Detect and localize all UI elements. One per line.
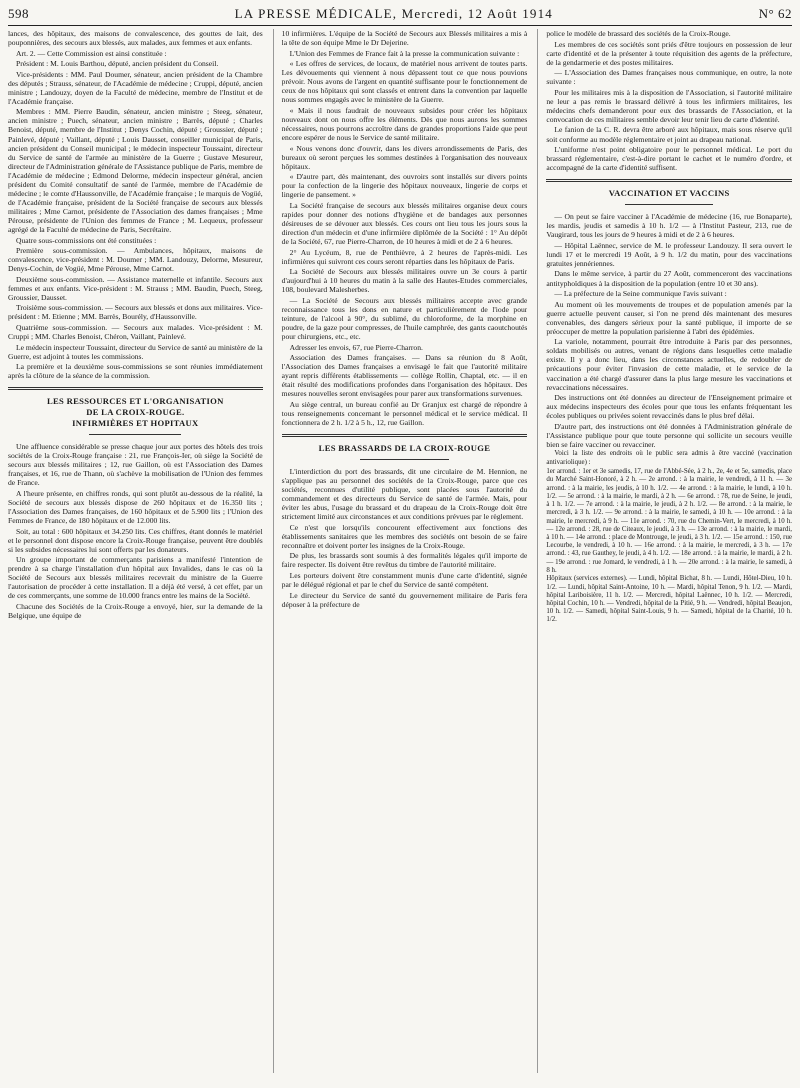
article-columns bbox=[8, 29, 792, 1073]
issue-number: N° 62 bbox=[758, 6, 792, 21]
section-divider bbox=[8, 387, 263, 390]
paragraph: — On peut se faire vacciner à l'Académie de médecine (16, rue Bonaparte), les mardis, jeudis et samedis à 10 h. 1/2 — à l'Institut Pasteur, 213, rue de Vaugirard, tous les jours de 9 heures à midi et de 2 à 6 heures. bbox=[546, 212, 792, 240]
paragraph: Troisième sous-commission. — Secours aux blessés et dons aux militaires. Vice-président : M. Etienne ; MM. Barrès, Bourély, d'Haussonville. bbox=[8, 303, 263, 322]
paragraph: L'Union des Femmes de France fait à la presse la communication suivante : bbox=[289, 48, 520, 58]
paragraph: La Société de Secours aux blessés militaires ouvre un 3e cours à partir d'aujourd'hui à 10 heures du matin à la salle des Hautes-Etudes commerciales, 108, boulevard Malesherbes. bbox=[281, 267, 528, 295]
section-title-line: INFIRMIÈRES ET HOPITAUX bbox=[72, 418, 199, 429]
paragraph: Au moment où les mouvements de troupes et de population amenés par la guerre actuelle peuvent causer, si l'on ne prend dès maintenant des mesures convenables, des dangers sérieux pour la santé publique, il importe de se préoccuper de mettre la population parisienne à l'abri des épidémies. bbox=[546, 299, 792, 336]
publication-title: LA PRESSE MÉDICALE, Mercredi, 12 Août 1914 bbox=[234, 6, 553, 21]
section-divider bbox=[546, 179, 792, 182]
paragraph: Pour les militaires mis à la disposition de l'Association, si l'autorité militaire ne leur a pas remis le brassard délivré à tous les infirmiers militaires, les médecins chefs demanderont pour eux des brassards de l'Association, et la convocation de ces militaires semble devoir leur tenir lieu de carte d'identité. bbox=[546, 87, 792, 124]
list-item: 1er arrond. : 1er et 3e samedis, 17, rue de l'Abbé-Sée, à 2 h., 2e, 4e et 5e, samedis, place du Marché Saint-Honoré, à 2 h. — 2e arrond. : à la mairie, le vendredi, à 11 h. — 3e arrond. : à la mairie, les jeudis, à 10 h. 1/2. — 4e arrond. : à la mairie, le lundi, à 10 h. 1/2. — 5e arrond. : à la mairie, le mardi, à 2 h. — 6e arrond. : 78, rue de Seine, le jeudi, à 1 h. 1/2. — 7e arrond. : à la mairie, le jeudi, à 2 h. 1/2. — 8e arrond. : à la mairie, le mercredi, à 3 h. 1/2. — 9e arrond. : à la mairie, le samedi, à 10 h. — 10e arrond. : à la mairie, le mercredi, à 9 h. — 11e arrond. : 70, rue du Chemin-Vert, le mercredi, à 10 h. — 12e arrond. : 28, rue de Citeaux, le jeudi, à 3 h. — 13e arrond. : à la mairie, le mardi, à 10 h. — 14e arrond. : place de Montrouge, le jeudi, à 3 h. 1/2. — 15e arrond. : 150, rue Lecourbe, le vendredi, à 10 h. — 16e arrond. : à la mairie, le mercredi, à 3 h. — 17e arrond. : 43, rue Gauthey, le jeudi, à 4 h. 1/2. — 18e arrond. : à la mairie, le mardi, à 2 h. — 19e arrond. : rue Jomard, le vendredi, à 1 h. — 20e arrond. : à la mairie, le samedi, à 8 h. bbox=[546, 468, 792, 574]
paragraph: La variole, notamment, pourrait être introduite à Paris par des personnes, soldats mobilisés ou autres, venant de régions dans lesquelles cette maladie existe. Il y a donc lieu, dans les circonstances actuelles, de redoubler de précautions pour éviter l'invasion de cette maladie, et le service de la vaccination a été chargé d'assurer dans la plus large mesure les vaccinations et revaccinations nécessaires. bbox=[546, 337, 792, 392]
paragraph: Vice-présidents : MM. Paul Doumer, sénateur, ancien président de la Chambre des députés ; Strauss, sénateur, de l'Académie de médecine ; Cruppi, député, ancien ministre ; Landouzy, doyen de la Faculté de médecine, membre de l'Institut et de l'Académie française. bbox=[8, 69, 263, 106]
paragraph: Au siège central, un bureau confié au Dr Granjux est chargé de répondre à tous renseignements concernant le personnel médical et le service médical. Il fonctionnera de 2 h. 1/2 à 5 h., 12, rue Gaillon. bbox=[281, 399, 528, 427]
paragraph: Les porteurs doivent être constamment munis d'une carte d'identité, signée par le délégué régional et par le chef du Service de santé compétent. bbox=[281, 570, 528, 590]
newspaper-page bbox=[8, 6, 792, 1076]
paragraph: D'autre part, des instructions ont été données à l'Administration générale de l'Assistance publique pour que toute personne qui sollicite un secours veuille bien se faire vacciner ou revacciner. bbox=[546, 421, 792, 449]
paragraph: Un groupe important de commerçants parisiens a manifesté l'intention de prendre à sa charge l'installation d'un hôpital aux Invalides, dans le cas où la Société de Secours aux blessés militaires recevrait du ministre de la Guerre l'autorisation de procéder à cette installation. Il a déjà été versé, à cet effet, par un de ces commerçants, une somme de 10.000 francs entre les mains de la Société. bbox=[8, 555, 263, 601]
paragraph: Les membres de ces sociétés sont priés d'être toujours en possession de leur carte d'identité et de la présenter à toute réquisition des agents de la préfecture, de la gendarmerie et des postes militaires. bbox=[546, 39, 792, 67]
paragraph: Soit, au total : 600 hôpitaux et 34.250 lits. Ces chiffres, étant donnés le matériel et le personnel dont dispose encore la Croix-Rouge française, peuvent être doublés si les subsides nécessaires lui sont offerts par les donateurs. bbox=[8, 526, 263, 554]
title-rule bbox=[89, 434, 181, 435]
paragraph: Chacune des Sociétés de la Croix-Rouge a envoyé, hier, sur la demande de la Belgique, une équipe de bbox=[8, 602, 263, 621]
paragraph: Deuxième sous-commission. — Assistance maternelle et infantile. Secours aux femmes et aux enfants. Vice-président : M. Strauss ; MM. Baudin, Puech, Steeg, Groussier, Dausset. bbox=[8, 274, 263, 302]
paragraph: Dans le même service, à partir du 27 Août, commenceront des vaccinations antityphoïdiques à la disposition de la population (entre 10 et 30 ans). bbox=[546, 269, 792, 288]
paragraph: L'interdiction du port des brassards, dit une circulaire de M. Hennion, ne s'applique pas au personnel des sociétés de la Croix-Rouge, parce que ces sociétés, reconnues d'utilité publique, sont placées sous l'autorité du commandement et des directeurs du Service de santé de l'armée. Mais, pour éviter les abus, l'usage du brassard et du drapeau de la Croix-Rouge doit être strictement limité aux circonstances et aux conditions prévues par le règlement. bbox=[281, 466, 528, 522]
paragraph: — La préfecture de la Seine communique l'avis suivant : bbox=[554, 289, 727, 299]
vaccination-list-intro: Voici la liste des endroits où le public sera admis à être vacciné (vaccination antivariolique) : bbox=[546, 450, 792, 466]
paragraph: Art. 2. — Cette Commission est ainsi constituée : bbox=[16, 48, 167, 58]
section-title-line: LES RESSOURCES ET L'ORGANISATION bbox=[46, 396, 224, 407]
paragraph: lances, des hôpitaux, des maisons de convalescence, des gouttes de lait, des pouponnières, des secours aux blessés, aux malades, aux femmes et aux enfants. bbox=[8, 29, 263, 48]
paragraph: Ce n'est que lorsqu'ils concourent effectivement aux fonctions des établissements sanitaires que les membres des sociétés ont besoin de se faire reconnaître et doivent porter les insignes de la Croix-Rouge. bbox=[281, 522, 528, 550]
section-title-line: DE LA CROIX-ROUGE. bbox=[86, 407, 185, 418]
title-rule bbox=[360, 459, 448, 460]
paragraph: Le directeur du Service de santé du gouvernement militaire de Paris fera déposer à la préfecture de bbox=[281, 590, 528, 609]
section-divider bbox=[282, 434, 528, 437]
paragraph: — L'Association des Dames françaises nous communique, en outre, la note suivante : bbox=[546, 68, 792, 87]
paragraph: 2° Au Lycéum, 8, rue de Penthièvre, à 2 heures de l'après-midi. Les infirmières qui suivront ces cours seront réparties dans les hôpitaux de Paris. bbox=[281, 247, 528, 266]
paragraph: La première et la deuxième sous-commissions se sont réunies immédiatement après la clôture de la séance de la commission. bbox=[8, 362, 263, 381]
paragraph: « Mais il nous faudrait de nouveaux subsides pour créer les hôpitaux nouveaux dont on nous offre les éléments. Dès que nous aurons les sommes nécessaires, nous pourrons accroître dans de grandes proportions l'aide que peut encore espérer de nous le Service de santé militaire. bbox=[281, 105, 528, 143]
list-item: Hôpitaux (services externes). — Lundi, hôpital Bichat, 8 h. — Lundi, Hôtel-Dieu, 10 h. 1/2. — Lundi, hôpital Saint-Antoine, 10 h. — Mardi, hôpital Tenon, 9 h. 1/2. — Mardi, hôpital Lariboisière, 11 h. 1/2. — Mercredi, hôpital Laënnec, 10 h. 1/2. — Mercredi, hôpital Cochin, 10 h. — Vendredi, hôpital de la Pitié, 9 h. — Vendredi, hôpital Beaujon, 10 h. 1/2. — Samedi, hôpital Saint-Louis, 9 h. — Samedi, hôpital de la Charité, 10 h. 1/2. bbox=[546, 575, 792, 624]
paragraph: A l'heure présente, en chiffres ronds, qui sont plutôt au-dessous de la réalité, la Société de secours aux blessés dispose de 260 hôpitaux et de 16.350 lits ; l'Association des Dames françaises, de 160 hôpitaux et de 5.900 lits ; l'Union des Femmes de France, de 180 hôpitaux et de 12.000 lits. bbox=[8, 488, 263, 526]
paragraph: La Société française de secours aux blessés militaires organise deux cours rapides pour donner des notions d'hygiène et de bandages aux personnes désireuses de se dévouer aux blessés. Ces cours ont lieu tous les jours sous la direction d'un médecin et d'une infirmière diplômée de la Société : 1° Au dépôt de la Société, 67, rue Pierre-Charron, de 10 heures à midi et de 2 à 6 heures. bbox=[281, 200, 528, 247]
paragraph: Le médecin inspecteur Toussaint, directeur du Service de santé au ministère de la Guerre, est adjoint à toutes les commissions. bbox=[8, 342, 263, 361]
paragraph: Quatrième sous-commission. — Secours aux malades. Vice-président : M. Cruppi ; MM. Charles Benoist, Chéron, Vaillant, Painlevé. bbox=[8, 322, 263, 341]
page-number: 598 bbox=[8, 6, 29, 21]
column-1 bbox=[8, 29, 263, 1073]
paragraph: Président : M. Louis Barthou, député, ancien président du Conseil. bbox=[16, 59, 219, 69]
title-rule bbox=[625, 204, 713, 205]
section-title-vaccination: VACCINATION ET VACCINS bbox=[608, 188, 730, 199]
column-3 bbox=[537, 29, 792, 1073]
paragraph: police le modèle de brassard des sociétés de la Croix-Rouge. bbox=[546, 29, 731, 38]
page-header bbox=[8, 6, 792, 26]
section-title-armbands: LES BRASSARDS DE LA CROIX-ROUGE bbox=[318, 442, 491, 453]
paragraph: « D'autre part, dès maintenant, des ouvroirs sont installés sur divers points pour la confection de la lingerie des hôpitaux nouveaux, lingerie de corps et lingerie de pansement. » bbox=[281, 172, 528, 200]
section-title-red-cross bbox=[8, 396, 263, 429]
column-2 bbox=[273, 29, 528, 1073]
paragraph: — Hôpital Laënnec, service de M. le professeur Landouzy. Il sera ouvert le lundi 17 et le mercredi 19 Août, à 9 h. 1/2 du matin, pour des vaccinations gratuites jennériennes. bbox=[546, 240, 792, 268]
paragraph: « Nous venons donc d'ouvrir, dans les divers arrondissements de Paris, des bureaux où seront perçues les sommes destinées à l'organisation des nouveaux hôpitaux. bbox=[281, 143, 528, 171]
paragraph: Une affluence considérable se presse chaque jour aux portes des hôtels des trois sociétés de la Croix-Rouge française : 21, rue François-Ier, où siège la Société de secours aux blessés militaires ; 12, rue Gaillon, où est l'Association des Dames françaises, et 16, rue de Thann, où s'achève la mobilisation de l'Union des femmes de France. bbox=[8, 442, 263, 488]
paragraph: Quatre sous-commissions ont été constituées : bbox=[16, 235, 157, 245]
paragraph: Association des Dames françaises. — Dans sa réunion du 8 Août, l'Association des Dames françaises a envisagé le fait que l'autorité militaire ayant repris différents établissements — collège Rollin, Chaptal, etc. — il en était résulté des modifications profondes dans l'organisation des hôpitaux. Des mesures nouvelles seront envisagées pour parer aux transformations survenues. bbox=[281, 353, 528, 399]
paragraph: Le fanion de la C. R. devra être arboré aux hôpitaux, mais sous réserve qu'il soit conforme au modèle réglementaire et joint au drapeau national. bbox=[546, 125, 792, 144]
paragraph: Des instructions ont été données au directeur de l'Enseignement primaire et aux médecins inspecteurs des écoles pour que tous les enfants fréquentant les écoles publiques ou privées soient revaccinés dans le plus bref délai. bbox=[546, 393, 792, 421]
vaccination-locations-list bbox=[546, 468, 792, 624]
paragraph: L'uniforme n'est point obligatoire pour le personnel médical. Le port du brassard réglementaire, c'est-à-dire portant le cachet et le numéro d'ordre, et accompagné de la carte d'identité suffisent. bbox=[546, 145, 792, 173]
paragraph: « Les offres de services, de locaux, de matériel nous arrivent de toutes parts. Les dévouements qui viennent à nous dépassent tout ce que nous pouvions prévoir. Nous avons de l'argent en quantité suffisante pour le fonctionnement de ceux de nos hôpitaux qui sont classés et entrent dans la convention par laquelle nous sommes engagés avec le ministère de la Guerre. bbox=[281, 59, 528, 105]
paragraph: 10 infirmières. L'équipe de la Société de Secours aux Blessés militaires a mis à la tête de son équipe Mme le Dr Dejerine. bbox=[281, 29, 528, 48]
paragraph: Membres : MM. Pierre Baudin, sénateur, ancien ministre ; Steeg, sénateur, ancien ministre ; Puech, sénateur, ancien ministre ; Barrès, député ; Charles Benoist, député, membre de l'Institut ; Denys Cochin, député ; Groussier, député ; Painlevé, député ; Vaillant, député ; Louis Dausset, conseiller municipal de Paris, ancien président du Conseil municipal ; le médecin inspecteur Toussaint, directeur du Service de santé de l'armée au ministère de la Guerre ; Gustave Mesureur, directeur de l'Administration générale de l'Assistance publique de Paris, membre de l'Académie de médecine ; Edmond Delorme, médecin inspecteur général, ancien président du Comité consultatif de santé de l'armée, membre de l'Académie de médecine ; le comte d'Haussonville, de l'Académie française ; le marquis de Vogüé, de l'Académie française, président de la Société française de secours aux blessés militaires ; Mme Carnot, présidente de l'Association des dames françaises ; Mme Pérouse, présidente de l'Union des femmes de France ; M. Lequeux, professeur agrégé de la Faculté de médecine de Paris, Secrétaire. bbox=[8, 107, 263, 234]
paragraph: Première sous-commission. — Ambulances, hôpitaux, maisons de convalescence, vice-président : M. Doumer ; MM. Landouzy, Delorme, Mesureur, Denys-Cochin, de Vogüé, Mme Pérouse, Mme Carnot. bbox=[8, 246, 263, 274]
paragraph: De plus, les brassards sont soumis à des formalités légales qu'il importe de faire respecter. Ils doivent être revêtus du timbre de l'autorité militaire. bbox=[281, 551, 528, 570]
paragraph: — La Société de Secours aux blessés militaires accepte avec grande reconnaissance tous les dons en nature et particulièrement de l'iode pour teinture, de l'alcool à 90°, du sublimé, du chloroforme, de la morphine en poudre, de la gaze pour compresses, de l'huile camphrée, des gants caoutchoutés pour chirurgiens, etc., etc. bbox=[281, 295, 528, 341]
paragraph: Adresser les envois, 67, rue Pierre-Charron. bbox=[289, 342, 423, 352]
